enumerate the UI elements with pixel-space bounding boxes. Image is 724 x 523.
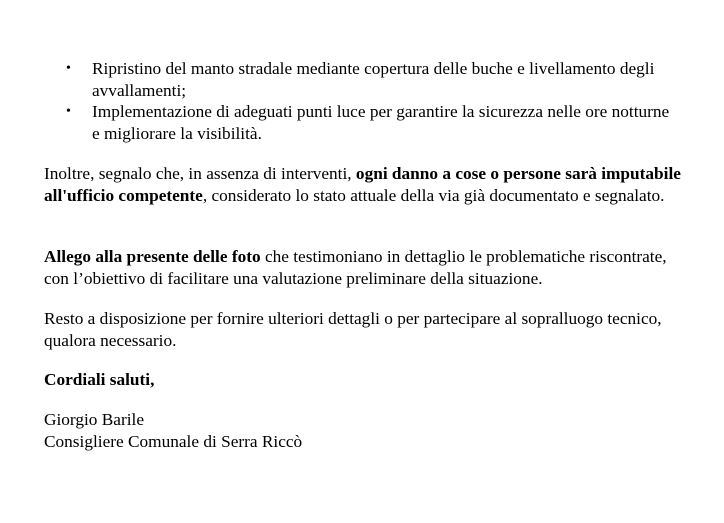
closing-text xyxy=(44,369,684,391)
list-item xyxy=(0,58,672,101)
list-item-text: Implementazione di adeguati punti luce per garantire la sicurezza nelle ore notturne e migliorare la visibilità. xyxy=(92,102,670,143)
signature-role: Consigliere Comunale di Serra Riccò xyxy=(44,432,303,451)
signature-name: Giorgio Barile xyxy=(44,410,144,429)
liability-intro: Inoltre, segnalo che, in assenza di interventi, xyxy=(44,164,356,183)
liability-bold: ogni danno a cose o persone sarà imputabile all'ufficio competente xyxy=(44,164,681,205)
availability-paragraph: Resto a disposizione per fornire ulteriori dettagli o per partecipare al sopralluogo tecnico, qualora necessario. xyxy=(44,309,662,350)
attachment-paragraph xyxy=(44,246,684,289)
bullet-icon: • xyxy=(66,61,71,76)
list-item xyxy=(0,101,672,144)
attachment-rest: che testimoniano in dettaglio le problematiche riscontrate, con l’obiettivo di facilitare una valutazione preliminare della situazione. xyxy=(44,247,667,288)
liability-rest: , considerato lo stato attuale della via già documentato e segnalato. xyxy=(202,185,665,205)
list-item-text: Ripristino del manto stradale mediante copertura delle buche e livellamento degli avvallamenti; xyxy=(92,59,655,100)
liability-paragraph xyxy=(44,163,684,206)
request-list xyxy=(0,58,724,144)
attachment-bold: Allego alla presente delle foto xyxy=(44,247,261,266)
closing-bold: Cordiali saluti, xyxy=(44,370,155,389)
bullet-icon: • xyxy=(66,104,71,120)
